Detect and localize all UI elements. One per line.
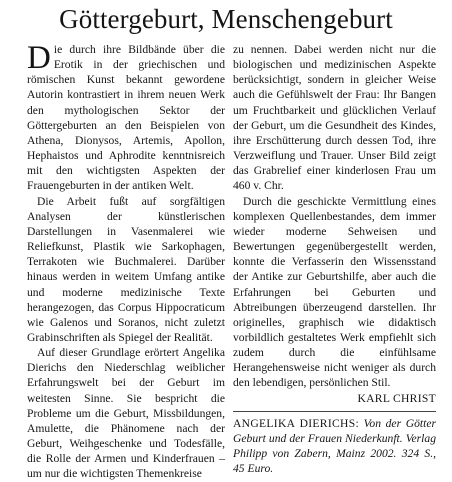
bibliography [233,416,436,477]
paragraph-analysis: Die Arbeit fußt auf sorgfältigen Analysen der künstlerischen Darstellungen in Vasenmalerei wie Reliefkunst, Plastik wie Sarkophagen, Terrakoten wie Buchmalerei. Darüber hinaus werden in weitem Umfang antike und moderne medizinische Texte herangezogen, das Corpus Hippocraticum wie Galenos und Soranos, nicht zuletzt Grabinschriften als Spiegel der Realität. [27,194,225,344]
drop-cap-initial: D [27,40,51,76]
paragraph-conclusion [233,194,436,406]
paragraph-intro [27,42,225,194]
article-title: Göttergeburt, Menschengeburt [59,4,393,34]
paragraph-continuation: zu nennen. Dabei werden nicht nur die biologischen und medizinischen Aspekte berücksichtigt, sondern in gleicher Weise auch die Gefühlswelt der Frau: Ihr Bangen um Fruchtbarkeit und glücklichen Verlauf der Geburt, um die Gesundheit des Kindes, ihre Erschütterung durch dessen Tod, ihre Verzweiflung und Trauer. Unser Bild zeigt das Grabrelief einer kinderlosen Frau um 460 v. Chr. [233,43,436,193]
book-author: ANGELIKA DIERICHS: [233,416,359,430]
paragraph-topics: Auf dieser Grundlage erörtert Angelika Dierichs den Niederschlag weiblicher Erfahrungswelt bei der Geburt im weitesten Sinne. Sie bespricht die Probleme um die Geburt, Missbildungen, Amulette, die Phänomene nach der Geburt, Weihgeschenke und Todesfälle, die Rolle der Armen und Kinderfrauen – um nur die wichtigsten Themenkreise [27,346,225,481]
bibliography-divider [233,411,436,412]
right-column [233,42,436,476]
intro-text: ie durch ihre Bildbände über die Erotik in der griechischen und römischen Kunst bekannt gewordene Autorin kontrastiert in ihrem neuen Werk den mythologischen Sektor der Göttergeburten an den Beispielen von Athena, Dionysos, Artemis, Apollon, Hephaistos und Aphrodite kenntnisreich mit den wichtigsten Aspekten der Frauengeburten in der antiken Welt. [27,43,225,193]
conclusion-text: Durch die geschickte Vermittlung eines komplexen Quellenbestandes, dem immer wieder moderne Sehweisen und Bewertungen gegenübergestellt werden, konnte die Verfasserin den Wissensstand der Antike zur Geburtshilfe, aber auch die Erfahrungen bei Geburten und Abtreibungen überzeugend darstellen. Ihr originelles, graphisch wie didaktisch vorbildlich gestaltetes Werk empfiehlt sich zudem durch die einfühlsame Herangehensweise nicht weniger als durch den lebendigen, persönlichen Stil. [233,194,436,390]
book-details: Von der Götter Geburt und der Frauen Niederkunft. Verlag Philipp von Zabern, Mainz 2002. 324 S., 45 Euro. [233,416,436,476]
left-column [27,42,225,482]
reviewer-name: KARL CHRIST [357,391,436,405]
